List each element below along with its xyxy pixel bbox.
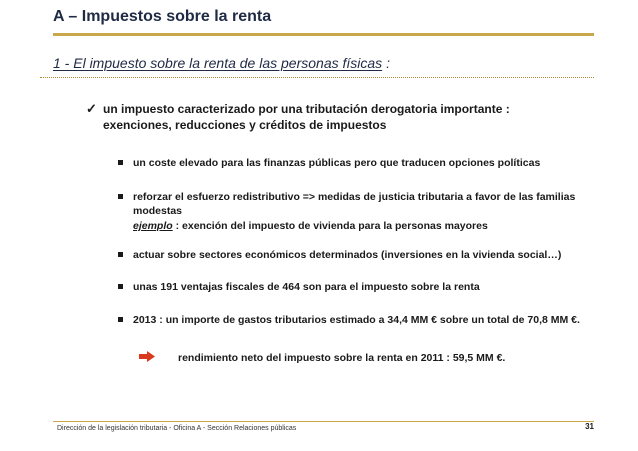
list-item	[118, 190, 598, 218]
main-point-line-2: exenciones, reducciones y créditos de impuestos	[103, 118, 387, 132]
list-item	[118, 156, 598, 170]
footer-text: Dirección de la legislación tributaria - Oficina A - Sección Relaciones públicas	[57, 425, 297, 432]
section-subtitle	[53, 55, 598, 71]
list-item	[118, 280, 598, 294]
list-item-text: un coste elevado para las finanzas públicas pero que traducen opciones políticas	[133, 157, 541, 169]
list-item-text: actuar sobre sectores económicos determinados (inversiones en la vivienda social…)	[133, 249, 562, 261]
list-item-text: reforzar el esfuerzo redistributivo => medidas de justicia tributaria a favor de las familias modestas	[133, 191, 576, 217]
list-item	[118, 313, 598, 327]
example-label: ejemplo	[133, 220, 173, 232]
square-bullet-icon	[118, 284, 123, 289]
list-item	[118, 248, 598, 262]
checkmark-icon: ✓	[86, 101, 97, 116]
square-bullet-icon	[118, 160, 123, 165]
result-line	[139, 350, 505, 364]
title-divider	[53, 33, 594, 36]
subtitle-divider	[40, 77, 594, 78]
subtitle-text: 1 - El impuesto sobre la renta de las personas físicas	[53, 55, 383, 71]
footer-divider	[53, 421, 594, 422]
subtitle-colon: :	[386, 55, 391, 71]
result-text: rendimiento neto del impuesto sobre la renta en 2011 : 59,5 MM €.	[178, 352, 506, 364]
square-bullet-icon	[118, 252, 123, 257]
square-bullet-icon	[118, 194, 123, 199]
square-bullet-icon	[118, 317, 123, 322]
page-number: 31	[585, 422, 594, 431]
list-item-text: unas 191 ventajas fiscales de 464 son para el impuesto sobre la renta	[133, 281, 480, 293]
example-note	[133, 220, 488, 232]
main-point-line-1: un impuesto caracterizado por una tributación derogatoria importante :	[103, 102, 510, 116]
example-text: : exención del impuesto de vivienda para la personas mayores	[172, 220, 488, 232]
main-point	[86, 101, 586, 133]
red-arrow-icon	[139, 351, 155, 362]
slide-title: A – Impuestos sobre la renta	[53, 8, 272, 25]
list-item-text: 2013 : un importe de gastos tributarios estimado a 34,4 MM € sobre un total de 70,8 MM €.	[133, 314, 580, 326]
